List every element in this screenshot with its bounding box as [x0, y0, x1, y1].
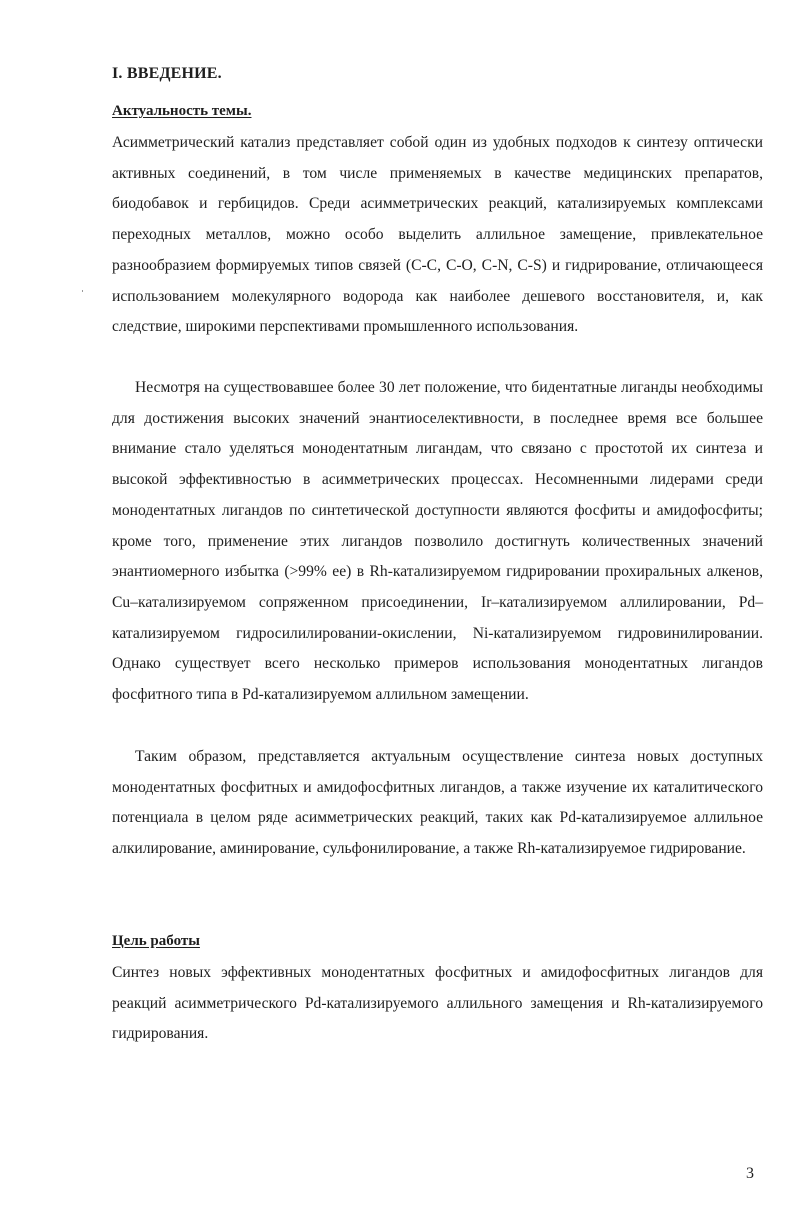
relevance-paragraph-3: Таким образом, представляется актуальным осуществление синтеза новых доступных монодентатных фосфитных и амидофосфитных лигандов, а также изучение их каталитического потенциала в целом ряде асимметрических реакций, таких как Pd-катализируемое аллильное алкилирование, аминирование, сульфонилирование, а также Rh-катализируемое гидрирование. [112, 748, 763, 858]
relevance-paragraph-1: Асимметрический катализ представляет собой один из удобных подходов к синтезу оптически активных соединений, в том числе применяемых в качестве медицинских препаратов, биодобавок и гербицидов. Среди асимметрических реакций, катализируемых комплексами переходных металлов, можно особо выделить аллильное замещение, привлекательное разнообразием формируемых типов связей (C-C, C-O, C-N, C-S) и гидрирование, отличающееся использованием молекулярного водорода как наиболее дешевого восстановителя, и, как следствие, широкими перспективами промышленного использования. [112, 134, 763, 336]
page-number: 3 [746, 1165, 754, 1182]
relevance-paragraph-2: Несмотря на существовавшее более 30 лет положение, что бидентатные лиганды необходимы для достижения высоких значений энантиоселективности, в последнее время все большее внимание стало уделяться монодентатным лигандам, что связано с простотой их синтеза и высокой эффективностью в асимметрических процессах. Несомненными лидерами среди монодентатных лигандов по синтетической доступности являются фосфиты и амидофосфиты; кроме того, применение этих лигандов позволило достигнуть количественных значений энантиомерного избытка (>99% ee) в Rh-катализируемом гидрировании прохиральных алкенов, Cu–катализируемом сопряженном присоединении, Ir–катализируемом аллилировании, Pd–катализируемом гидросилилировании-окислении, Ni-катализируемом гидровинилировании. Однако существует всего несколько примеров использования монодентатных лигандов фосфитного типа в Pd-катализируемом аллильном замещении. [112, 379, 763, 704]
goal-heading: Цель работы [112, 933, 200, 949]
margin-mark [82, 290, 83, 292]
goal-paragraph: Синтез новых эффективных монодентатных фосфитных и амидофосфитных лигандов для реакций асимметрического Pd-катализируемого аллильного замещения и Rh-катализируемого гидрирования. [112, 964, 763, 1043]
section-title: I. ВВЕДЕНИЕ. [112, 65, 222, 82]
relevance-heading: Актуальность темы. [112, 103, 252, 119]
